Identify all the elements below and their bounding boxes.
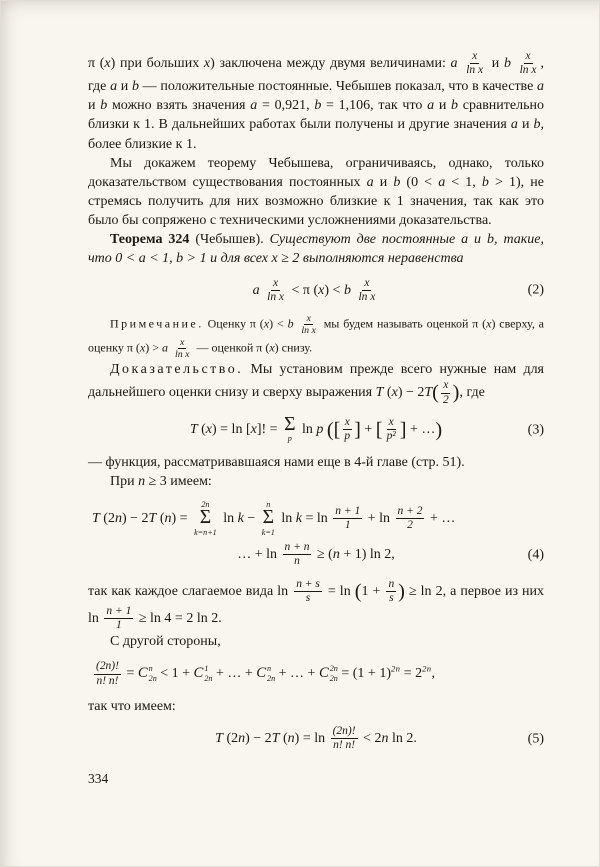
paragraph: Мы докажем теорему Чебышева, ограничиваясь, однако, только доказательством существования постоянных a и b (0 < a < 1, b > 1), не стремясь получить для них возможно близкие к 1 значения, так как это было бы сопряжено с техническими усложнениями доказательства. bbox=[88, 155, 544, 228]
fraction: $\frac{x}{\text{ln x}}$ bbox=[519, 50, 537, 77]
paragraph: С другой стороны, bbox=[110, 634, 221, 650]
formula-line: a $\frac{x}{\text{ln x}}$ < π (x) < b $\frac{x}{\text{ln x}}$ (2) bbox=[252, 276, 544, 303]
fraction: $\frac{n + 2}{2}$ bbox=[397, 504, 423, 531]
paragraph: При n ≥ 3 имеем: bbox=[110, 473, 212, 489]
binomial-coefficient: C 2n 2n bbox=[318, 664, 338, 684]
fraction: $\frac{n + 1}{1}$ bbox=[106, 604, 132, 632]
summation: Σ p bbox=[284, 413, 296, 444]
formula-line: $\frac{(2n)!}{n! n!}$ = C n 2n < 1 + C 1 2n + … + C n 2n + … + C 2n 2n = $(1 + 1)^{2n} = 2^{2n}$, bbox=[96, 660, 435, 687]
binomial-coefficient: C 1 2n bbox=[193, 664, 213, 684]
fraction: $\frac{x}{\text{ln x}}$ bbox=[174, 336, 190, 361]
fraction: $\frac{(2n)!}{n! n!}$ bbox=[96, 660, 119, 687]
fraction: $\frac{x}{p}$ bbox=[344, 416, 351, 443]
equation-number: (2) bbox=[527, 282, 544, 298]
summation: n Σ k=1 bbox=[261, 499, 275, 537]
fraction: $\frac{x}{2}$ bbox=[442, 379, 449, 406]
equation-number: (3) bbox=[527, 422, 544, 438]
fraction: $\frac{x}{\text{p²}}$ bbox=[386, 416, 396, 443]
fraction: $\frac{x}{\text{ln x}}$ bbox=[267, 276, 285, 303]
binomial-coefficient: C n 2n bbox=[137, 664, 157, 684]
paragraph: так как каждое слагаемое вида ln $\frac{n + s}{s}$ = ln (1 + $\frac{n}{s}$ ) ≥ ln 2, а первое из них ln $\frac{n + 1}{1}$ ≥ ln 4 = 2 ln 2. bbox=[88, 577, 544, 632]
page-body bbox=[88, 50, 544, 789]
fraction: $\frac{n}{s}$ bbox=[388, 577, 395, 604]
fraction: $\frac{x}{\text{ln x}}$ bbox=[301, 313, 316, 337]
display-formula bbox=[88, 658, 544, 689]
display-formula bbox=[88, 723, 544, 754]
fraction: $\frac{n + s}{s}$ bbox=[296, 577, 320, 604]
fraction: $\frac{x}{\text{ln x}}$ bbox=[466, 50, 484, 77]
formula-line: T (x) = ln [x]! = Σ p ln p ([ $\frac{x}{p}$ ] + [ $\frac{x}{\text{p²}}$ ] + …) (3) bbox=[189, 413, 544, 444]
fraction: $\frac{(2n)!}{n! n!}$ bbox=[332, 724, 356, 752]
binomial-coefficient: C n 2n bbox=[256, 664, 276, 684]
formula-line: T (2n) − 2T (n) = ln $\frac{(2n)!}{n! n!}$ < 2n ln 2. (5) bbox=[215, 724, 544, 752]
fraction: $\frac{x}{\text{ln x}}$ bbox=[358, 276, 376, 303]
paragraph: π (x) при больших x) заключена между двумя величинами: a $\frac{x}{\text{ln x}}$ и b $\frac{x}{\text{ln x}}$ , где a и b — положительные постоянные. Чебышев показал, что в качестве a и b можно взять значения a = 0,921, b = 1,106, так что a и b сравнительно близки к 1. В дальнейших работах были получены и другие значения a и b, более близкие к 1. bbox=[88, 50, 545, 152]
page-content bbox=[88, 50, 544, 754]
formula-line: T (2n) − 2T (n) = 2n Σ k=n+1 ln k − n Σ k=1 ln k = ln $\frac{n + 1}{1}$ + ln $\frac{n + 2}{2}$ + … bbox=[92, 499, 456, 537]
formula-line: … + ln $\frac{n + n}{n}$ ≥ (n + 1) ln 2, (4) bbox=[237, 541, 544, 568]
page-number: 334 bbox=[88, 771, 109, 787]
display-formula bbox=[88, 498, 544, 571]
paragraph: — функция, рассматривавшаяся нами еще в 4-й главе (стр. 51). bbox=[88, 454, 465, 470]
summation: 2n Σ k=n+1 bbox=[194, 499, 217, 537]
paragraph: Доказательство. Мы установим прежде всего нужные нам для дальнейшего оценки снизу и сверху выражения T (x) − 2T( $\frac{x}{2}$ ), где bbox=[88, 362, 544, 406]
paragraph: так что имеем: bbox=[88, 698, 176, 714]
equation-number: (4) bbox=[527, 547, 544, 563]
paragraph: Теорема 324 (Чебышев). Существуют две постоянные a и b, такие, что 0 < a < 1, b > 1 и для всех x ≥ 2 выполняются неравенства bbox=[88, 231, 544, 266]
paragraph: Примечание. Оценку π (x) < b $\frac{x}{\text{ln x}}$ мы будем называть оценкой π (x) сверху, а оценку π (x) > a $\frac{x}{\text{ln x}}$ — оценкой π (x) снизу. bbox=[88, 313, 545, 361]
display-formula bbox=[88, 275, 544, 306]
fraction: $\frac{n + n}{n}$ bbox=[284, 541, 310, 568]
display-formula bbox=[88, 414, 544, 446]
equation-number: (5) bbox=[527, 731, 544, 746]
fraction: $\frac{n + 1}{1}$ bbox=[335, 504, 361, 531]
